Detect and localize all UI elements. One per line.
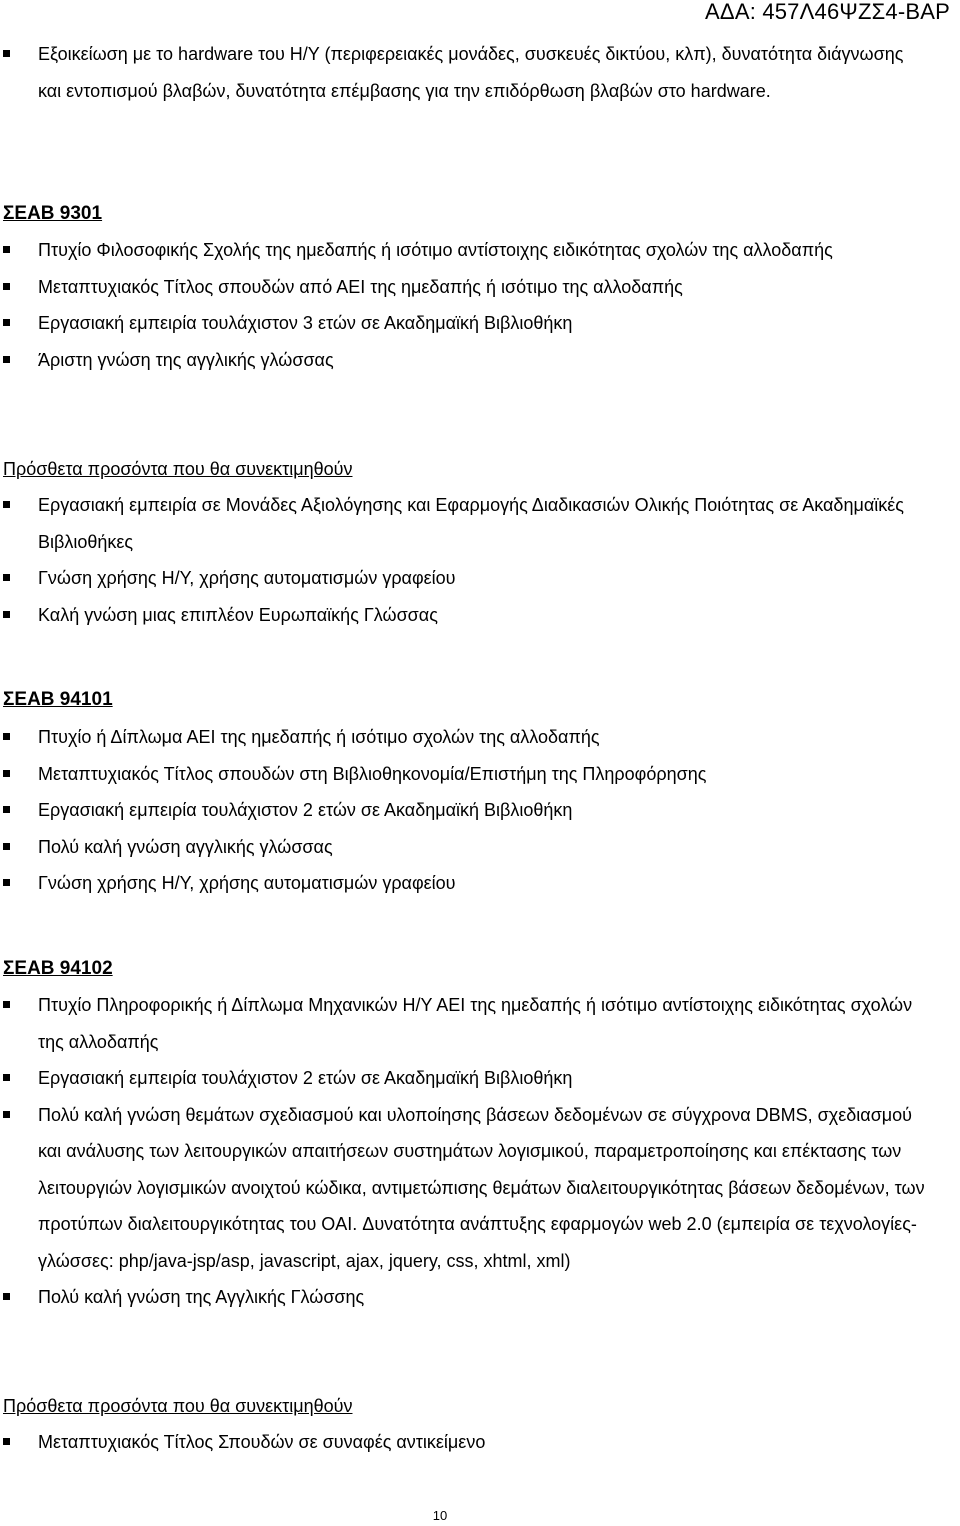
bullet-icon [3,806,10,813]
list-item: Πτυχίο Πληροφορικής ή Δίπλωμα Μηχανικών Η/Υ ΑΕΙ της ημεδαπής ή ισότιμο αντίστοιχης ειδικότητας σχολών της αλλοδαπής [0,987,930,1060]
list-item: Καλή γνώση μιας επιπλέον Ευρωπαϊκής Γλώσσας [0,597,930,634]
list-item: Εργασιακή εμπειρία τουλάχιστον 2 ετών σε Ακαδημαϊκή Βιβλιοθήκη [0,792,930,829]
section-list-seab-9301 [0,232,930,378]
list-item: Μεταπτυχιακός Τίτλος σπουδών στη Βιβλιοθηκονομία/Επιστήμη της Πληροφόρησης [0,756,930,793]
list-item: Άριστη γνώση της αγγλικής γλώσσας [0,342,930,379]
bullet-icon [3,1111,10,1118]
list-item: Πολύ καλή γνώση θεμάτων σχεδιασμού και υλοποίησης βάσεων δεδομένων σε σύγχρονα DBMS, σχεδιασμού και ανάλυσης των λειτουργικών απαιτήσεων συστημάτων λογισμικού, παραμετροποίησης και επέκτασης των λειτουργιών λογισμικών ανοιχτού κώδικα, αντιμετώπισης θεμάτων διαλειτουργικότητας βάσεων δεδομένων, των προτύπων διαλειτουργικότητας του OAI. Δυνατότητα ανάπτυξης εφαρμογών web 2.0 (εμπειρία σε τεχνολογίες- γλώσσες: php/java-jsp/asp, javascript, ajax, jquery, css, xhtml, xml) [0,1097,930,1280]
bullet-icon [3,356,10,363]
extra-list-seab-9301 [0,487,930,633]
list-item: Γνώση χρήσης Η/Υ, χρήσης αυτοματισμών γραφείου [0,560,930,597]
bullet-icon [3,574,10,581]
bullet-icon [3,611,10,618]
section-title-seab-9301: ΣΕΑΒ 9301 [3,203,103,224]
list-item: Μεταπτυχιακός Τίτλος Σπουδών σε συναφές αντικείμενο [0,1424,930,1461]
bullet-icon [3,843,10,850]
bullet-icon [3,1293,10,1300]
bullet-icon [3,246,10,253]
section-list-seab-94102 [0,987,930,1316]
list-item: Πολύ καλή γνώση αγγλικής γλώσσας [0,829,930,866]
bullet-icon [3,879,10,886]
list-item: Πτυχίο ή Δίπλωμα ΑΕΙ της ημεδαπής ή ισότιμο σχολών της αλλοδαπής [0,719,930,756]
extra-qualifications-title: Πρόσθετα προσόντα που θα συνεκτιμηθούν [3,1396,353,1416]
list-item: Εργασιακή εμπειρία τουλάχιστον 3 ετών σε Ακαδημαϊκή Βιβλιοθήκη [0,305,930,342]
section-title-seab-94101: ΣΕΑΒ 94101 [3,689,113,710]
section-title-seab-94102: ΣΕΑΒ 94102 [3,958,113,979]
section-list-seab-94101 [0,719,930,902]
list-item: Εξοικείωση με το hardware του Η/Υ (περιφερειακές μονάδες, συσκευές δικτύου, κλπ), δυνατότητα διάγνωσης και εντοπισμού βλαβών, δυνατότητα επέμβασης για την επιδόρθωση βλαβών στο hardware. [0,36,930,109]
list-item: Πτυχίο Φιλοσοφικής Σχολής της ημεδαπής ή ισότιμο αντίστοιχης ειδικότητας σχολών της αλλοδαπής [0,232,930,269]
list-item: Μεταπτυχιακός Τίτλος σπουδών από ΑΕΙ της ημεδαπής ή ισότιμο της αλλοδαπής [0,269,930,306]
bullet-icon [3,501,10,508]
intro-list [0,36,930,109]
ada-code: ΑΔΑ: 457Λ46ΨΖΣ4-ΒΑΡ [705,0,950,24]
extra-list-seab-94102 [0,1424,930,1461]
bullet-icon [3,50,10,57]
list-item: Γνώση χρήσης Η/Υ, χρήσης αυτοματισμών γραφείου [0,865,930,902]
bullet-icon [3,1074,10,1081]
bullet-icon [3,1438,10,1445]
list-item: Εργασιακή εμπειρία τουλάχιστον 2 ετών σε Ακαδημαϊκή Βιβλιοθήκη [0,1060,930,1097]
bullet-icon [3,319,10,326]
bullet-icon [3,770,10,777]
bullet-icon [3,733,10,740]
page-number: 10 [432,1508,448,1523]
bullet-icon [3,1001,10,1008]
list-item: Πολύ καλή γνώση της Αγγλικής Γλώσσης [0,1279,930,1316]
bullet-icon [3,283,10,290]
list-item: Εργασιακή εμπειρία σε Μονάδες Αξιολόγησης και Εφαρμογής Διαδικασιών Ολικής Ποιότητας σε Ακαδημαϊκές Βιβλιοθήκες [0,487,930,560]
extra-qualifications-title: Πρόσθετα προσόντα που θα συνεκτιμηθούν [3,459,353,479]
